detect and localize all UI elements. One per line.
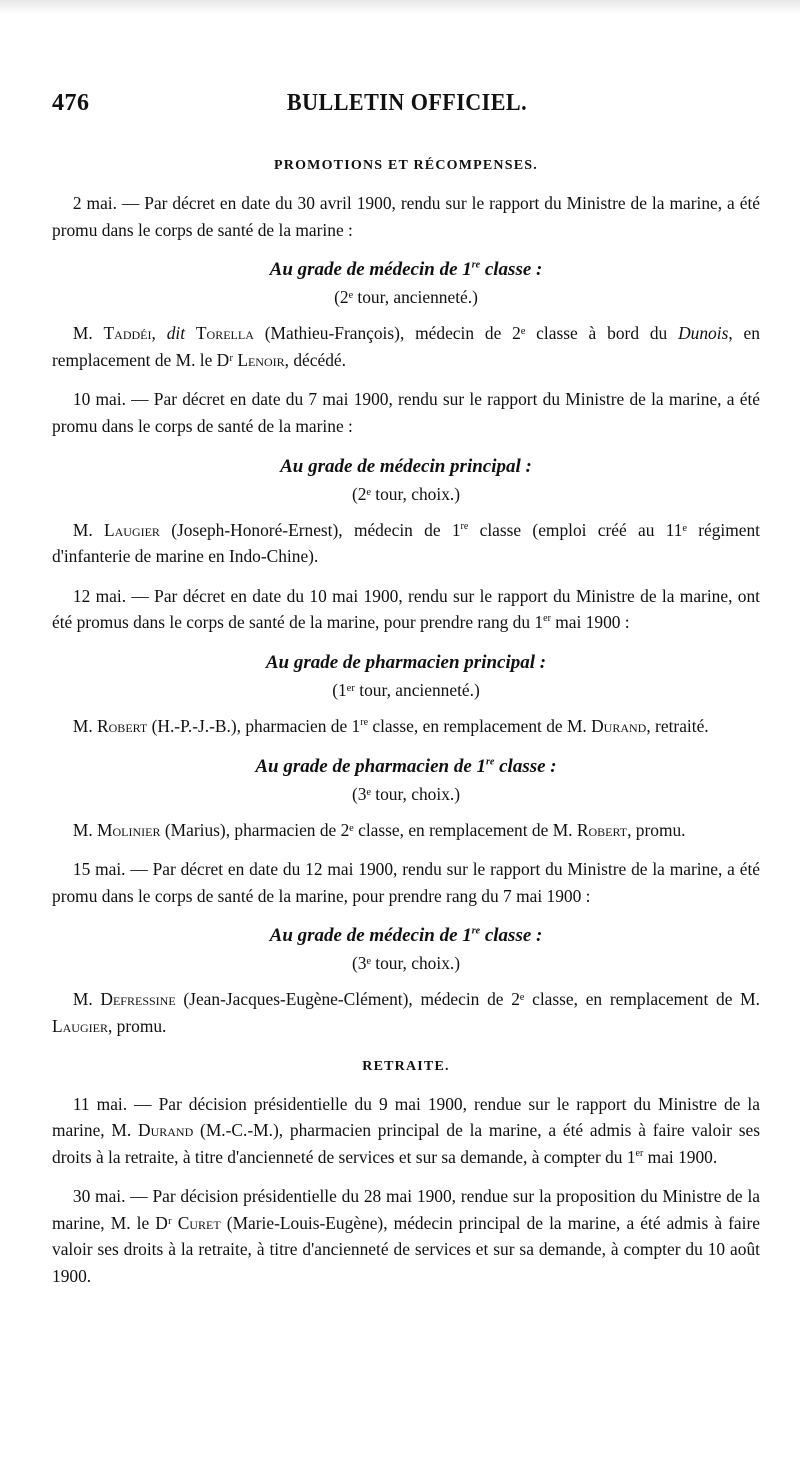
decree-text: — Par décret en date du 12 mai 1900, rendu sur le rapport du Ministre de la marine, a été promu dans le corps de santé de la marine, pour prendre rang du 7 mai 1900 : (52, 859, 760, 906)
nomination-text: classe (emploi créé au 11ᵉ régiment d'infanterie de marine en Indo-Chine). (52, 519, 761, 567)
nomination-text: , promu. (107, 1015, 167, 1036)
decision-text: — Par décision présidentielle du 9 mai 1900, rendue sur le rapport du Ministre de la marine, M. (52, 1093, 760, 1141)
grade-text: Au grade de médecin de 1 (269, 925, 472, 947)
grade-heading: Au grade de pharmacien principal : (265, 651, 547, 673)
grade-text: Au grade de médecin de 1 (269, 259, 472, 281)
tour-line: (1ᵉʳ tour, ancienneté.) (332, 679, 480, 700)
person-name: Lenoir (237, 349, 285, 370)
decree-paragraph (52, 190, 760, 243)
nomination-text: (Joseph-Honoré-Ernest), médecin de 1 (159, 519, 461, 540)
title-m: M. (72, 519, 104, 540)
decision-date: 30 mai. (72, 1186, 126, 1207)
nomination-paragraph (52, 817, 760, 844)
tour-line: (3ᵉ tour, choix.) (351, 953, 461, 974)
decree-text: — Par décret en date du 10 mai 1900, rendu sur le rapport du Ministre de la marine, ont été promus dans le corps de santé de la marine, pour prendre rang du 1 (52, 585, 761, 633)
person-name: Robert (97, 715, 148, 736)
nomination-text: (Jean-Jacques-Eugène-Clément), médecin de 2ᵉ classe, en remplacement de M. (175, 989, 760, 1010)
nomination-text: , en remplacement de M. le Dʳ (52, 323, 760, 370)
nomination-text: (Marius), pharmacien de 2ᵉ classe, en remplacement de M. (160, 819, 577, 840)
grade-sup: re (471, 259, 481, 271)
decision-paragraph (52, 1183, 760, 1289)
nomination-text: , retraité. (646, 715, 709, 736)
decision-text: mai 1900. (643, 1146, 718, 1167)
grade-heading: Au grade de médecin principal : (280, 455, 532, 477)
decree-date: 15 mai. (72, 859, 126, 880)
title-m: M. (72, 989, 101, 1010)
tour-line: (2ᵉ tour, ancienneté.) (334, 287, 478, 308)
decree-text-end: mai 1900 : (550, 612, 630, 633)
decision-text: (Marie-Louis-Eugène), médecin principal de la marine, a été admis à faire valoir ses droits à la retraite, à titre d'ancienneté de services et sur sa demande, à compter du 10 août 1900. (52, 1212, 760, 1287)
decision-text: (M.-C.-M.), pharmacien principal de la marine, a été admis à faire valoir ses droits à la retraite, à titre d'ancienneté de services et sur sa demande, à compter du 1 (52, 1120, 760, 1167)
grade-heading (52, 256, 760, 284)
decree-date: 12 mai. (72, 585, 127, 606)
person-alias: Torella (195, 323, 254, 344)
person-name: Molinier (97, 819, 161, 840)
person-name: Defressine (100, 989, 176, 1010)
title-m: M. (72, 819, 98, 840)
ordinal-sup: er (543, 613, 551, 625)
ordinal-sup: re (460, 520, 469, 532)
scan-edge (0, 0, 800, 14)
page-header (52, 90, 762, 130)
nomination-text: , promu. (627, 819, 686, 840)
dit-word: , dit (151, 323, 196, 344)
decree-date: 2 mai. (72, 193, 117, 213)
grade-text-end: classe : (494, 755, 557, 777)
decision-date: 11 mai. (72, 1093, 128, 1114)
nomination-paragraph (52, 320, 760, 373)
grade-heading (52, 922, 760, 950)
nomination-text: (Mathieu-François), médecin de 2ᵉ classe à bord du (253, 323, 679, 344)
grade-sup: re (486, 756, 495, 768)
decree-text: — Par décret en date du 7 mai 1900, rendu sur le rapport du Ministre de la marine, a été promu dans le corps de santé de la marine : (52, 389, 760, 436)
nomination-text: , décédé. (284, 349, 346, 370)
decree-paragraph (52, 386, 760, 439)
grade-text-end: classe : (480, 925, 543, 947)
tour-line: (2ᵉ tour, choix.) (351, 483, 461, 504)
person-name: Durand (138, 1120, 194, 1141)
person-name: Taddéi (103, 323, 152, 344)
ordinal-sup: er (635, 1147, 644, 1159)
nomination-text: (H.-P.-J.-B.), pharmacien de 1 (147, 715, 361, 736)
grade-text: Au grade de pharmacien de 1 (255, 755, 487, 777)
person-name: Laugier (103, 519, 160, 540)
person-name: Laugier (52, 1015, 108, 1036)
nomination-text: classe, en remplacement de M. (368, 715, 592, 736)
section-title-retraite: RETRAITE. (362, 1058, 450, 1074)
section-title-promotions: PROMOTIONS ET RÉCOMPENSES. (274, 158, 538, 173)
decree-date: 10 mai. (72, 389, 126, 410)
nomination-paragraph (52, 517, 760, 570)
grade-sup: re (471, 925, 481, 937)
person-name: Durand (591, 715, 647, 736)
nomination-paragraph (52, 713, 760, 740)
grade-heading (52, 753, 760, 781)
nomination-paragraph (52, 986, 760, 1039)
ship-name: Dunois (678, 323, 729, 344)
grade-text-end: classe : (480, 259, 543, 281)
decision-text: — Par décision présidentielle du 28 mai 1900, rendue sur la proposition du Ministre de la marine, M. le Dʳ (52, 1186, 760, 1233)
decree-paragraph (52, 856, 760, 909)
person-name: Curet (177, 1212, 221, 1233)
decree-paragraph (52, 583, 760, 636)
page-number: 476 (52, 90, 90, 116)
ordinal-sup: re (360, 717, 369, 729)
running-title: BULLETIN OFFICIEL. (286, 90, 528, 116)
decision-paragraph (52, 1091, 760, 1171)
title-m: M. (72, 323, 104, 344)
person-name: Robert (576, 819, 628, 840)
page-body (52, 152, 760, 1303)
tour-line: (3ᵉ tour, choix.) (351, 783, 461, 804)
decree-text: — Par décret en date du 30 avril 1900, rendu sur le rapport du Ministre de la marine, a été promu dans le corps de santé de la marine : (52, 193, 761, 240)
title-m: M. (72, 715, 98, 736)
